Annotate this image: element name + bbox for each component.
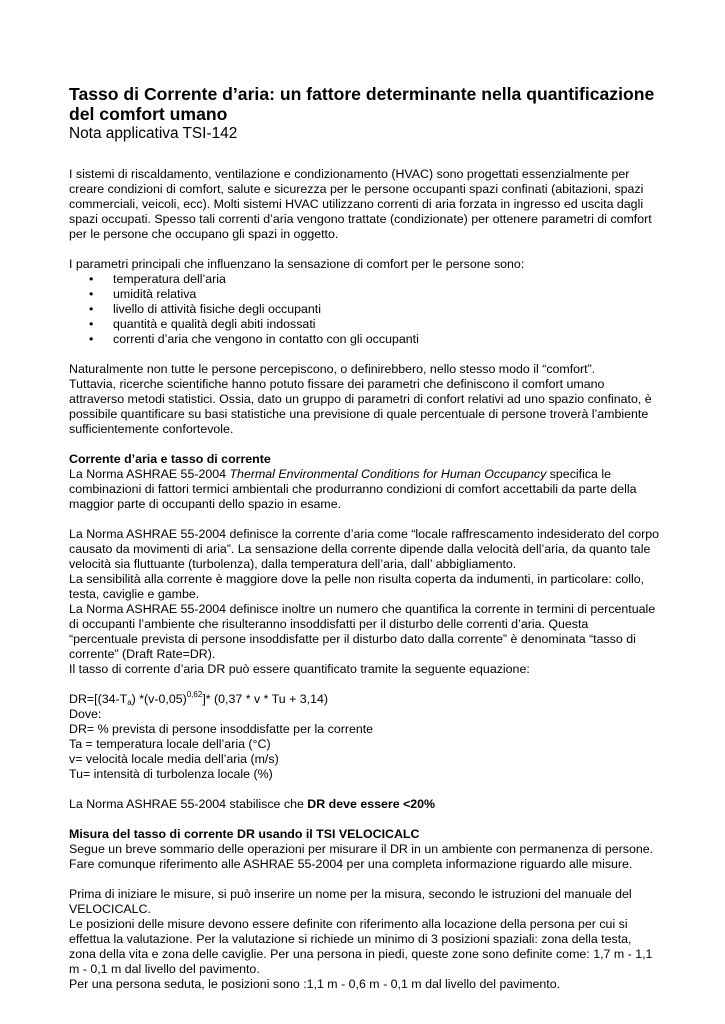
list-item: • umidità relativa [69, 287, 659, 302]
measure-paragraph-3: Le posizioni delle misure devono essere definite con riferimento alla locazione della persona per cui si effettua la valutazione. Per la valutazione si richiede un minimo di 3 posizioni spaziali: zona della testa, zona della vita e zona delle caviglie. Per una persona in piedi, queste zone sono definite come: 1,7 m - 1,1 m - 0,1 m dal livello del pavimento. [69, 917, 653, 976]
list-item: • livello di attività fisiche degli occupanti [69, 302, 659, 317]
dr-limit-statement: La Norma ASHRAE 55-2004 stabilisce che DR deve essere <20% [69, 797, 436, 811]
dr-equation: $DR=[(34-T_a)$ $*(v-0,05)^{0,62}]*$ (0,37 * v * Tu + 3,14) [69, 690, 329, 707]
params-list [69, 272, 659, 347]
ashrae-paragraph-2: La Norma ASHRAE 55-2004 definisce la corrente d’aria come “locale raffrescamento indesiderato del corpo causato da movimenti di aria”. La sensazione della corrente dipende dalla velocità dell’aria, da quanto tale velocità sia fluttuante (turbolenza), dalla temperatura dell’aria, dall’ abbigliamento. [69, 527, 660, 571]
measure-paragraph-1: Segue un breve sommario delle operazioni per misurare il DR in un ambiente con permanenza di persone. Fare comunque riferimento alle ASHRAE 55-2004 per una completa informazione riguardo alle misure. [69, 842, 654, 871]
definition-line: Ta = temperatura locale dell’aria (°C) [69, 737, 271, 751]
list-item: • temperatura dell’aria [69, 272, 659, 287]
section-heading-draft: Corrente d’aria e tasso di corrente [69, 452, 271, 466]
measure-paragraph-4: Per una persona seduta, le posizioni sono :1,1 m - 0,6 m - 0,1 m dal livello del pavimento. [69, 977, 561, 991]
standard-title: Thermal Environmental Conditions for Human Occupancy [229, 467, 547, 481]
definition-line: Dove: [69, 707, 102, 721]
document-subtitle: Nota applicativa TSI-142 [69, 125, 238, 142]
document-title: Tasso di Corrente d’aria: un fattore determinante nella quantificazione del comfort umano [69, 84, 655, 124]
section-heading-measure: Misura del tasso di corrente DR usando il TSI VELOCICALC [69, 827, 420, 841]
intro-paragraph: I sistemi di riscaldamento, ventilazione e condizionamento (HVAC) sono progettati essenzialmente per creare condizioni di comfort, salute e sicurezza per le persone occupanti spazi confinati (abitazioni, spazi commerciali, veicoli, ecc). Molti sistemi HVAC utilizzano correnti di aria forzata in ingresso ed uscita dagli spazi occupati. Spesso tali correnti d’aria vengono trattate (condizionate) per ottenere parametri di comfort per le persone che occupano gli spazi in oggetto. [69, 167, 652, 241]
ashrae-paragraph-3: La sensibilità alla corrente è maggiore dove la pelle non risulta coperta da indumenti, in particolare: collo, testa, caviglie e gambe. [69, 572, 645, 601]
ashrae-paragraph-5: Il tasso di corrente d’aria DR può essere quantificato tramite la seguente equazione: [69, 662, 530, 676]
ashrae-paragraph-1: La Norma ASHRAE 55-2004 Thermal Environmental Conditions for Human Occupancy specifica le combinazioni di fattori termici ambientali che produrranno condizioni di comfort accettabili da parte della maggior parte di occupanti dello spazio in esame. [69, 467, 637, 511]
definition-line: v= velocità locale media dell’aria (m/s) [69, 752, 279, 766]
params-intro: I parametri principali che influenzano la sensazione di comfort per le persone sono: [69, 257, 525, 271]
document-body [69, 84, 659, 992]
definition-line: DR= % prevista di persone insoddisfatte per la corrente [69, 722, 374, 736]
dr-limit-value: DR deve essere <20% [307, 797, 436, 811]
definition-line: Tu= intensità di turbolenza locale (%) [69, 767, 273, 781]
list-item: • quantità e qualità degli abiti indossati [69, 317, 659, 332]
comfort-paragraph-1: Naturalmente non tutte le persone percepiscono, o definirebbero, nello stesso modo il “comfort”. [69, 362, 596, 376]
comfort-paragraph-2: Tuttavia, ricerche scientifiche hanno potuto fissare dei parametri che definiscono il comfort umano attraverso metodi statistici. Ossia, dato un gruppo di parametri di confort relativi ad uno spazio confinato, è possibile quantificare su basi statistiche una previsione di quale percentuale di persone troverà l’ambiente sufficientemente confortevole. [69, 377, 652, 436]
list-item: • correnti d’aria che vengono in contatto con gli occupanti [69, 332, 659, 347]
measure-paragraph-2: Prima di iniziare le misure, si può inserire un nome per la misura, secondo le istruzioni del manuale del VELOCICALC. [69, 887, 632, 916]
ashrae-paragraph-4: La Norma ASHRAE 55-2004 definisce inoltre un numero che quantifica la corrente in termini di percentuale di occupanti l’ambiente che risulteranno insoddisfatti per il disturbo delle correnti d’aria. Questa “percentuale prevista di persone insoddisfatte per il disturbo dato dalla corrente” è denominata “tasso di corrente” (Draft Rate=DR). [69, 602, 656, 661]
